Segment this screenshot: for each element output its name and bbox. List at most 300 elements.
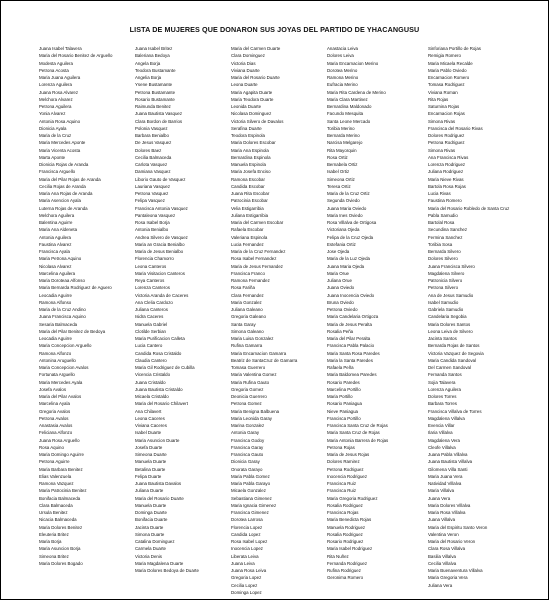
name-entry: Maria Benigna Balbuena	[231, 408, 280, 414]
name-entry: Petrona Acosta	[39, 67, 69, 73]
name-entry: Candida Rosa Cristaldo	[135, 350, 182, 356]
name-entry: Juliana Vera	[428, 582, 453, 588]
name-entry: Petrona Silvero	[428, 285, 459, 291]
name-entry: Maria Encarnacion Merino	[327, 60, 379, 66]
name-entry: Juana Bautista Vasquez	[135, 111, 183, 117]
name-entry: Bernardina Maldonado	[327, 104, 372, 109]
name-entry: Teodora Espinola	[231, 133, 265, 138]
name-entry: Cecilia Villalva	[428, 560, 457, 566]
name-entry: Maria Antonia Barrera de Rojas	[327, 437, 389, 443]
names-column-1	[39, 45, 135, 567]
name-entry: Andrea Silvero de Vasquez	[135, 234, 188, 240]
name-entry: Gregoria Lopez	[231, 575, 262, 581]
name-entry: Dolores Torres	[428, 394, 457, 399]
name-entry: Barbara Benialbo	[135, 133, 169, 138]
name-entry: Dominga Duarte	[135, 510, 167, 515]
name-entry: Magdalena Silvero	[428, 270, 465, 276]
name-entry: Ramona Vazquez	[39, 481, 74, 486]
name-entry: Juliana Duarte	[135, 488, 164, 494]
name-entry: Juana Bautista Davalos	[135, 481, 182, 486]
name-entry: Maria de Jesus Fernandez	[231, 263, 283, 269]
name-entry: Rosa Villalva de Ortigosa	[327, 220, 377, 225]
name-entry: Maria de Jesus Rojas	[327, 452, 370, 457]
name-entry: Cecilia Rojas de Aranda	[39, 183, 86, 189]
name-entry: Maria Micaela Recalde	[428, 60, 473, 66]
name-entry: Remigia Romero	[428, 53, 461, 59]
name-entry: Clara Bordon de Barrios	[135, 118, 183, 124]
name-entry: Facundo Mesquita	[327, 111, 364, 117]
name-entry: Maria del Pilar Rojas de Aranda	[39, 176, 101, 182]
names-column-5	[428, 45, 524, 589]
name-entry: Sesaria Balmaceda	[39, 321, 78, 327]
name-entry: Ana de Jesus Samudio	[428, 292, 474, 298]
name-entry: Ana Chilavert	[135, 408, 162, 414]
name-entry: Maria Leonida Garay	[231, 415, 273, 421]
name-entry: Juana Vera	[428, 495, 451, 501]
name-entry: Petrona Avalos	[39, 415, 69, 421]
name-entry: Francisca Santa Cruz de Rojas	[327, 423, 388, 428]
name-entry: Jacinta Santos	[428, 336, 457, 341]
name-entry: Francisca Ayala	[39, 249, 70, 254]
name-entry: Valeriana Espinola	[231, 234, 268, 240]
name-entry: Francisca Antonia Vasquez	[135, 205, 188, 211]
name-entry: Barbara Torres	[428, 401, 457, 407]
name-entry: Bruna Oviedo	[327, 299, 354, 305]
name-entry: Maria Gonzalez	[231, 299, 262, 305]
name-entry: Rosa Isabel Fernandez	[231, 256, 277, 262]
name-entry: Maria Isabel Rodriguez	[327, 546, 373, 552]
name-entry: Marcelina Aguilera	[39, 270, 76, 276]
name-entry: Balentina Aguirre	[39, 220, 73, 225]
name-entry: Clara Rosa Villalva	[428, 546, 466, 552]
name-entry: Maria del Pilar Benitez de Bedoya	[39, 328, 106, 334]
name-entry: Josefa Duarte	[135, 444, 163, 450]
name-entry: Maria Petrona Aquino	[39, 256, 82, 262]
name-entry: Maria Concepcion Arguello	[39, 343, 92, 349]
name-entry: Catalina Dominguez	[135, 539, 175, 544]
name-entry: Maria Juana Vera	[428, 473, 463, 479]
name-entry: Maria Ana Espinola	[231, 147, 269, 153]
name-entry: Viviana Caceres	[135, 423, 167, 428]
names-column-3	[231, 45, 327, 596]
name-entry: Encarnacion Romero	[428, 75, 470, 80]
name-entry: Deonicia Guerrero	[231, 394, 267, 399]
name-entry: Maria Luisa Gonzalez	[231, 336, 274, 341]
name-entry: Isabel Samudio	[428, 299, 459, 305]
name-entry: Juana Francisca Aquino	[39, 314, 86, 320]
name-entry: Petrona Gomez	[231, 401, 262, 407]
name-entry: Maria Gregoria Vera	[428, 575, 468, 581]
name-entry: Maria Pablo Oviedo	[428, 67, 467, 73]
name-entry: Basilia Villalva	[428, 553, 456, 559]
name-entry: Santa Garay	[231, 321, 256, 327]
name-entry: Maria Rosa Villalva	[428, 510, 466, 515]
name-entry: Petrona Rodriguez	[327, 466, 364, 472]
name-entry: Maria Portillo	[327, 394, 353, 399]
name-entry: Maria de la Cruz	[39, 133, 72, 138]
name-entry: Antonia Benialbo	[135, 227, 169, 233]
name-entry: Clotilde Serbian	[135, 328, 166, 334]
name-entry: Magdalena Villalva	[428, 415, 465, 421]
name-entry: Modesta Aguilera	[39, 60, 73, 66]
name-entry: Francisca Garay	[231, 444, 264, 450]
name-entry: Santa Leone Mercado	[327, 118, 371, 124]
name-entry: Maria Mercedes Aponte	[39, 140, 86, 146]
name-entry: Maria Magdalena Duarte	[135, 560, 184, 566]
name-entry: Carmela Duarte	[135, 546, 166, 552]
name-entry: Simona Duarte	[135, 531, 165, 537]
name-entry: Gabriela Samudio	[428, 307, 464, 312]
name-entry: Leocadia Aguirre	[39, 336, 72, 341]
name-entry: Dionicia Ayala	[39, 125, 67, 131]
name-entry: Ursula Benitez	[39, 510, 68, 515]
name-entry: Juana Rita Escobar	[231, 191, 270, 196]
name-entry: Rufina Rodriguez	[327, 568, 361, 573]
name-entry: Juliana Estigarribia	[231, 212, 269, 218]
name-entry: Micaela Gonzalez	[231, 488, 266, 494]
name-entry: Maria del Carmen Escobar	[231, 220, 284, 225]
name-entry: Patronicia Silvero	[428, 278, 463, 283]
name-entry: Reya Canteros	[135, 278, 165, 283]
name-entry: Maria del Rosario Duarte	[135, 495, 184, 501]
name-entry: Juana Bautista Cristaldo	[135, 386, 183, 392]
name-entry: Pantaleona Vasquez	[135, 212, 176, 218]
name-entry: Maria del Rosario Chilavert	[135, 401, 188, 407]
name-entry: Faustina Alvarez	[39, 241, 72, 247]
name-entry: Rosa Ortiz	[327, 154, 348, 160]
name-entry: Rita Rojas	[428, 96, 449, 102]
name-entry: Rosalia Rodriguez	[327, 531, 363, 537]
name-entry: Francisca Rojas	[327, 510, 359, 515]
name-entry: Maria del Rosario Benitez de Arguello	[39, 53, 113, 59]
name-entry: Manuela Rodriguez	[327, 524, 366, 530]
name-entry: Victoria Denis	[135, 553, 163, 559]
name-entry: Inocencia Lopez	[231, 546, 263, 552]
name-entry: Gregoria Avalos	[39, 408, 71, 414]
name-entry: Juana Rosa Leiva	[231, 568, 267, 573]
name-entry: Rosario Paredes	[327, 379, 360, 385]
name-entry: Maria del Pilar Peralta	[327, 336, 371, 341]
name-entry: Maria Benedicta Rojas	[327, 517, 372, 523]
name-entry: Juliana Galeano	[231, 307, 263, 312]
name-entry: Maria Pabla Gomez	[231, 473, 270, 479]
name-entry: Dominga Lopez	[231, 589, 262, 595]
name-entry: Simona Rivas	[428, 147, 456, 153]
name-entry: Francisca Franco	[231, 270, 265, 276]
name-entry: Viviana Roman	[428, 89, 458, 95]
name-entry: Teresa Ortiz	[327, 183, 351, 189]
name-entry: Francisca Godoy	[231, 437, 265, 443]
name-entry: Tomasa Guerrero	[231, 365, 266, 370]
name-entry: Geronima Romero	[327, 575, 364, 581]
name-entry: Segunda Oviedo	[327, 198, 360, 204]
name-entry: Maria Concepcion Avalos	[39, 365, 89, 370]
name-entry: Anastasia Avalos	[39, 423, 73, 428]
name-entry: Maria Bernarda Rodriguez de Aguero	[39, 285, 112, 291]
name-entry: Nieve Paniagua	[327, 408, 359, 414]
name-entry: Petrona Rodriguez	[428, 140, 465, 146]
name-entry: Francisca Villalva de Torres	[428, 408, 482, 414]
name-entry: Maria de la Luz Ojeda	[327, 256, 370, 262]
name-entry: Bernarda Silvero	[428, 249, 461, 254]
name-entry: Maria Teodora Duarte	[231, 96, 274, 102]
name-entry: Lucia Rivas	[428, 191, 451, 196]
name-entry: Bernarda Rojas de Santos	[428, 343, 480, 349]
name-entry: Victoria Dias	[231, 60, 256, 66]
name-entry: Inocencia Rodriguez	[327, 473, 368, 479]
name-entry: Narcisa Melgarejo	[327, 140, 363, 146]
name-entry: Maria Visitacion Canteros	[135, 270, 185, 276]
name-entry: Rufina Gamarra	[231, 343, 263, 349]
name-entry: Toribia Merino	[327, 125, 355, 131]
name-entry: Candelaria Segobia	[428, 314, 467, 320]
name-entry: Feliciana Alfonzo	[39, 430, 73, 436]
name-entry: Viviana Duarte	[231, 67, 260, 73]
name-entry: Anastacia Leiva	[327, 46, 358, 51]
name-entry: Juana Rosa Alvarez	[39, 89, 79, 95]
name-entry: Fernanda Rodriguez	[327, 560, 368, 566]
name-entry: Juliana Rodriguez	[428, 169, 464, 175]
name-entry: Natividad Villalva	[428, 481, 462, 486]
name-entry: Clara Fernandez	[231, 292, 264, 298]
name-entry: Rita Mayorquin	[327, 147, 357, 153]
name-entry: Dionicia Rojas de Aranda	[39, 162, 89, 167]
name-entry: Maria Dolores Benitez	[39, 524, 83, 530]
name-entry: Juana Maria Oviedo	[327, 205, 367, 211]
name-entry: Francisca Arguello	[39, 169, 76, 175]
name-entry: Jose Ojeda	[327, 249, 350, 254]
name-entry: Saturnina Rojas	[428, 104, 460, 109]
name-entry: Maria Candelaria Ortigoza	[327, 314, 379, 320]
name-entry: Angela Borja	[135, 60, 161, 66]
names-column-4	[327, 45, 423, 582]
name-entry: Lauriana Vasquez	[135, 183, 171, 189]
name-entry: Maria Dolores Santos	[428, 321, 471, 327]
name-entry: Juana Oviedo	[327, 285, 355, 291]
name-entry: Dorotea Merino	[327, 67, 358, 73]
name-entry: Bernardina Espinola	[231, 154, 271, 160]
name-entry: Maria Rita Cardena de Merino	[327, 89, 386, 95]
name-entry: Maria del Rosario Duarte	[231, 75, 280, 80]
name-entry: Ramona Alfonzo	[39, 350, 72, 356]
name-entry: Maria del Carmen Duarte	[231, 46, 281, 51]
name-entry: Marina Gonzalez	[231, 423, 265, 428]
name-entry: Micaela Cristaldo	[135, 394, 169, 399]
name-entry: Eleuteria Britez	[39, 531, 69, 537]
name-entry: Victoria Aranda de Caceres	[135, 292, 189, 298]
name-entry: Petrona Aguilera	[39, 104, 72, 109]
name-entry: Lucia Cantero	[135, 343, 163, 349]
name-entry: Sinforiana Portillo de Rojas	[428, 46, 481, 51]
name-entry: Estefania Ortiz	[327, 241, 356, 247]
name-entry: Dolores Silvero	[428, 256, 458, 262]
name-entry: Betalina Duarte	[135, 466, 166, 472]
name-entry: Antonia Rosa Aquino	[39, 118, 81, 124]
name-entry: Ana Clelia Cardozo	[135, 299, 173, 305]
name-entry: Clara Dominguez	[231, 53, 265, 59]
name-entry: Francisca Gimenez	[231, 510, 269, 515]
name-entry: Sojia Talavera	[428, 379, 456, 385]
name-entry: Maria Domingo Aguirre	[39, 452, 84, 457]
name-entry: Simeona Britez	[39, 553, 69, 559]
name-entry: Bernarda Merino	[327, 133, 360, 138]
name-entry: Gilomena Villa Santi	[428, 466, 468, 472]
name-entry: Bernabela Ortiz	[327, 162, 358, 167]
name-entry: Fernanda Santos	[428, 372, 462, 378]
name-entry: Josefa Avalos	[39, 386, 67, 392]
name-entry: Ramona Fernandez	[231, 278, 270, 283]
name-entry: Leona Duarte	[231, 82, 258, 88]
name-entry: Carlota Vasquez	[135, 162, 168, 167]
names-column-2	[135, 45, 231, 574]
name-entry: Antonia Aguilera	[39, 234, 71, 240]
name-entry: Rita Nuñez	[327, 553, 349, 559]
name-entry: Maria Doroteaa Alfonso	[39, 278, 85, 283]
name-entry: Juana Cristaldo	[135, 379, 166, 385]
name-entry: Maria Dolores Bogado	[39, 560, 83, 566]
name-entry: Cecilia Balmaceda	[135, 154, 172, 160]
name-entry: Candida Escobar	[231, 183, 265, 189]
name-entry: Bartolal Rosa	[428, 220, 455, 225]
name-entry: Maria del Rosario Robledo de Santa Cruz	[428, 205, 510, 211]
name-entry: Juana Leiva	[231, 560, 255, 566]
name-entry: Luterna Rojas de Aranda	[39, 205, 88, 211]
name-entry: Florencia Chamorro	[135, 256, 174, 262]
name-entry: Marcelina Ayala	[39, 401, 70, 407]
name-entry: Ramona Merino	[327, 75, 359, 80]
name-entry: Petrona Bustamante	[135, 89, 176, 95]
name-entry: De Jesus Vasquez	[135, 140, 172, 146]
name-entry: Polonia Vasquez	[135, 125, 168, 131]
name-entry: Maria Villalva	[428, 488, 455, 494]
name-entry: Francisca Portillo	[327, 415, 361, 421]
name-entry: Maria Juana Aguilera	[39, 75, 81, 80]
name-entry: Maria Dolores Bedoya de Duarte	[135, 568, 199, 573]
name-entry: Maria Encarnacion Gamarra	[231, 350, 287, 356]
name-entry: Felipa de la Cruz Ojeda	[327, 234, 374, 240]
name-entry: Rafaela Peña	[327, 365, 354, 370]
name-entry: Baleriana Bedoya	[135, 53, 170, 59]
name-entry: Francisca Gauto	[231, 452, 264, 457]
name-entry: Maria an Gracia Benialbo	[135, 241, 185, 247]
name-entry: Manuela Gabriel	[135, 321, 168, 327]
name-entry: Tomasa Rodriguez	[428, 82, 465, 88]
document-title: LISTA DE MUJERES QUE DONARON SUS JOYAS DEL PARTIDO DE YHACANGUSU	[129, 25, 420, 34]
name-entry: Simeona Ortiz	[327, 176, 355, 182]
name-entry: Faustina Romero	[428, 198, 462, 204]
name-entry: Beatriz de SantaCruz de Gamarra	[231, 357, 298, 363]
name-entry: Patrocinia Escobar	[231, 198, 268, 204]
name-entry: Juana Maria Ojeda	[327, 263, 365, 269]
name-entry: Maria Borja	[39, 539, 62, 544]
name-entry: Juana Francisca Silvero	[428, 263, 475, 269]
name-entry: Ramona Escobar	[231, 176, 265, 182]
name-entry: Gregoria Galeano	[231, 314, 266, 320]
name-entry: Maria Gil Rodriguez de Cubilla	[135, 365, 195, 370]
name-entry: Maria Ignacia Gimenez	[231, 502, 277, 508]
name-entry: Maria Buenaventura Villalva	[428, 568, 483, 573]
name-entry: Clara Balmaceda	[39, 502, 73, 508]
name-entry: Maria Asuncion Duarte	[135, 437, 180, 443]
name-entry: Pabla Samudio	[428, 212, 458, 218]
name-entry: Maria Ines Oviedo	[327, 212, 363, 218]
name-entry: Florencia Lopez	[231, 524, 263, 530]
name-entry: Bartola Rosa Rojas	[428, 183, 466, 189]
name-entry: Maria Mercedes Ayala	[39, 379, 83, 385]
name-entry: Angelia Borja	[135, 75, 162, 80]
name-entry: Maria Vicenta Acosta	[39, 147, 81, 153]
name-entry: Antonia Garay	[231, 430, 260, 436]
name-entry: Rosa Aquino	[39, 444, 64, 450]
name-entry: Manuela Duarte	[135, 459, 167, 465]
name-entry: Maria de Jesus Peralta	[327, 321, 372, 327]
name-entry: Bonifacia Balmaceda	[39, 495, 81, 501]
name-entry: Maria Dolores Escobar	[231, 140, 276, 146]
name-entry: Dolores Rodriguez	[428, 133, 465, 138]
name-entry: Maria de la Cruz Andino	[39, 307, 86, 312]
name-entry: Toribia Sosa	[428, 241, 453, 247]
name-entry: Manuela Espinola	[231, 162, 266, 167]
name-entry: Victoria Silvero de Davalos	[231, 118, 284, 124]
name-entry: Sebastiana Gimenez	[231, 495, 272, 501]
name-entry: Maria de la Cruz Fernandez	[231, 249, 286, 254]
name-entry: Valentina Veron	[428, 531, 459, 537]
name-entry: Damiana Vasquez	[135, 169, 171, 175]
name-entry: Leonida Duarte	[231, 104, 262, 109]
name-entry: Ilaria Villalva	[428, 430, 453, 436]
name-entry: Lorenza Rodriguez	[428, 162, 466, 167]
name-entry: Eufracia Merino	[327, 82, 358, 88]
name-entry: Juana Bautista Villalva	[428, 459, 473, 465]
name-entry: Isabel Duarte	[135, 430, 162, 436]
name-entry: Del Carmen Sandoval	[428, 365, 471, 370]
name-entry: Maria Barbara Benitez	[39, 466, 83, 472]
name-entry: Maria Purificacion Calleta	[135, 336, 185, 341]
name-entry: Francisca del Rosario Rivas	[428, 125, 483, 131]
name-entry: Rosalia Rodriguez	[327, 502, 363, 508]
name-entry: Rosario Paniagua	[327, 401, 362, 407]
name-entry: Rosario Bustamante	[135, 96, 175, 102]
name-entry: Juana Inocencia Oviedo	[327, 292, 375, 298]
name-entry: Maria Asencion Ayala	[39, 198, 81, 204]
name-entry: Claudia Cantero	[135, 357, 167, 363]
name-entry: Maria Dolores Villalva	[428, 502, 471, 508]
name-entry: Francisca Ruiz	[327, 481, 357, 486]
name-entry: Raimunda Benitez	[135, 104, 171, 109]
name-entry: Jacinta Duarte	[135, 524, 164, 530]
name-entry: Lorenza Canteros	[135, 285, 170, 291]
name-entry: Isabel Ortiz	[327, 169, 350, 175]
name-entry: Lucia Fernandez	[231, 241, 264, 247]
name-entry: Teodora Bustamante	[135, 67, 176, 73]
name-entry: Maria Baldomea Paredes	[327, 372, 377, 378]
name-entry: Felipa Vasquez	[135, 198, 165, 204]
name-entry: Ysene Bustamante	[135, 82, 173, 88]
name-entry: Ana Francisca Rivas	[428, 154, 469, 160]
name-entry: Dorotea Larrosa	[231, 517, 263, 523]
name-entry: Fortunata Arguello	[39, 372, 75, 378]
name-entry: Maria Clara Martinez	[327, 96, 368, 102]
name-entry: Felipa Duarte	[135, 473, 162, 479]
name-entry: Simeona Duarte	[135, 452, 167, 457]
name-entry: Juana Isabel Britez	[135, 46, 173, 51]
name-entry: Maria del Espiritu Santo Veron	[428, 524, 488, 530]
name-entry: Maria Valentina Gomez	[231, 372, 277, 378]
name-entry: Maria Agapita Duarte	[231, 89, 273, 95]
name-entry: Petrona Rojas	[327, 444, 355, 450]
name-entry: Melchora Alvarez	[39, 96, 73, 102]
name-entry: Maria Orue	[327, 270, 349, 276]
